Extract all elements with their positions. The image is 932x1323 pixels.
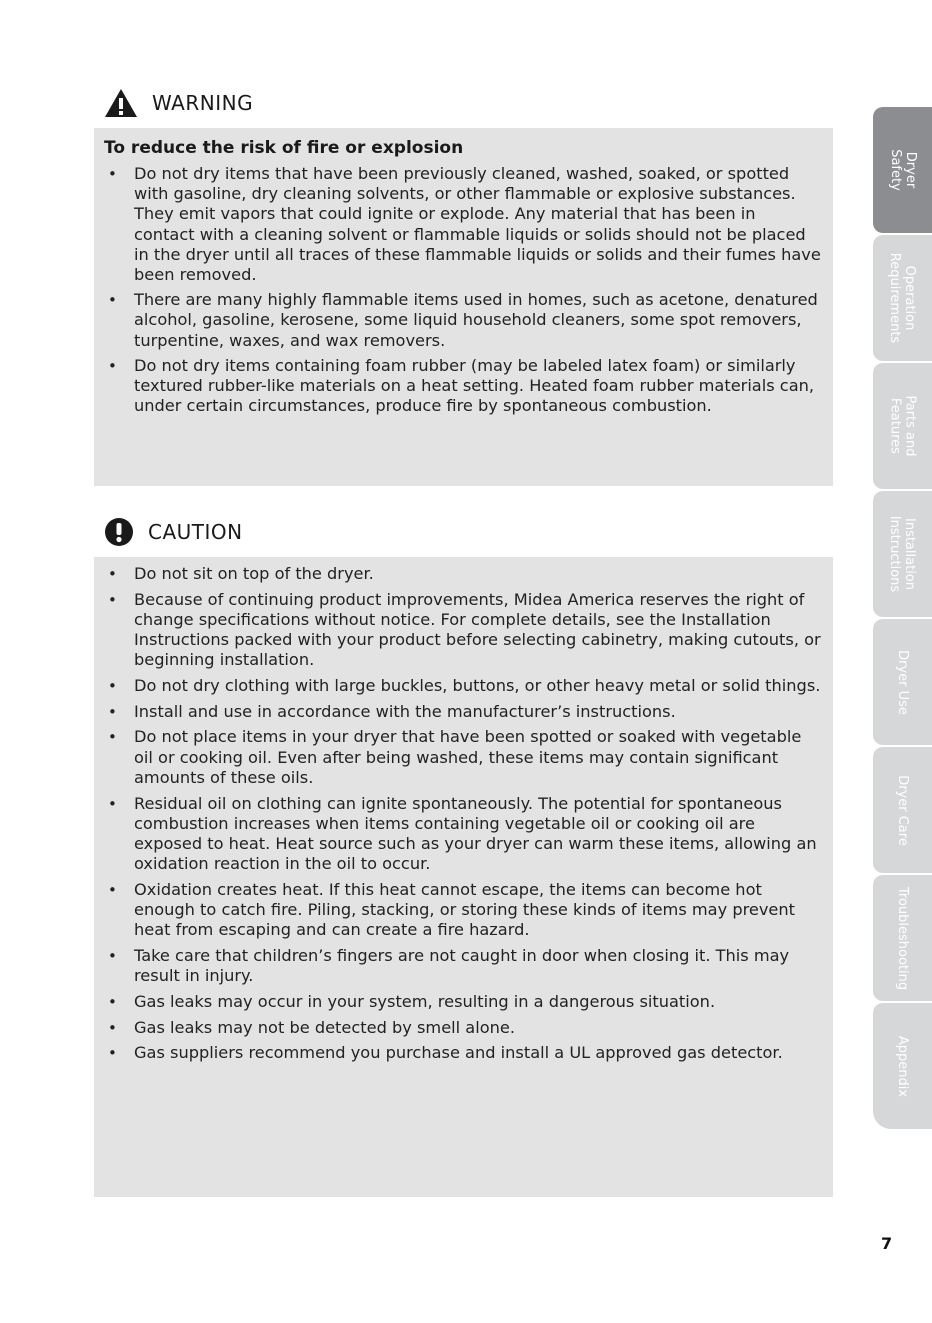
warning-subtitle: To reduce the risk of fire or explosion — [104, 138, 464, 158]
tab-troubleshooting[interactable]: Troubleshooting — [873, 875, 932, 1001]
list-item: • Gas leaks may not be detected by smell alone. — [108, 1017, 515, 1037]
warning-heading: WARNING — [152, 91, 254, 115]
tab-dryer-safety[interactable]: Dryer Safety — [873, 107, 932, 233]
warning-triangle-icon — [104, 88, 138, 118]
list-item: • Residual oil on clothing can ignite spontaneously. The potential for spontaneous combustion increases when items containing vegetable oil or cooking oil are exposed to heat. Heat source such as your dryer can warm these items, allowing an oxidation reaction in the oil to occur. — [108, 793, 817, 874]
caution-list — [104, 564, 821, 1063]
tab-dryer-care[interactable]: Dryer Care — [873, 747, 932, 873]
list-item: • Do not dry clothing with large buckles, buttons, or other heavy metal or solid things. — [108, 676, 821, 696]
warning-box — [94, 128, 833, 486]
list-item: • Because of continuing product improvements, Midea America reserves the right of change specifications without notice. For complete details, see the Installation Instructions packed with your product before selecting cabinetry, making cutouts, or beginning installation. — [108, 589, 821, 670]
list-item: • Install and use in accordance with the manufacturer’s instructions. — [108, 701, 676, 721]
list-item: • Oxidation creates heat. If this heat cannot escape, the items can become hot enough to catch fire. Piling, stacking, or storing these kinds of items may prevent heat from escaping and can create a fire hazard. — [108, 879, 795, 940]
list-item: • Do not dry items that have been previously cleaned, washed, soaked, or spotted with gasoline, dry cleaning solvents, or other flammable or explosive substances. They emit vapors that could ignite or explode. Any material that has been in contact with a cleaning solvent or flammable liquids or solids should not be placed in the dryer until all traces of these flammable liquids or solids and their fumes have been removed. — [108, 164, 821, 285]
caution-box — [94, 557, 833, 1197]
list-item: • Do not dry items containing foam rubber (may be labeled latex foam) or similarly textured rubber-like materials on a heat setting. Heated foam rubber materials can, under certain circumstances, produce fire by spontaneous combustion. — [108, 355, 815, 416]
caution-heading: CAUTION — [148, 520, 243, 544]
exclamation-circle-icon — [104, 517, 134, 547]
list-item: • Take care that children’s fingers are not caught in door when closing it. This may result in injury. — [108, 945, 790, 986]
tab-parts-and-features[interactable]: Parts and Features — [873, 363, 932, 489]
tab-installation-instructions[interactable]: Installation Instructions — [873, 491, 932, 617]
list-item: • Gas leaks may occur in your system, resulting in a dangerous situation. — [108, 991, 716, 1011]
warning-list — [104, 164, 821, 416]
tab-dryer-use[interactable]: Dryer Use — [873, 619, 932, 745]
warning-header — [104, 88, 253, 118]
side-tab-nav — [873, 107, 932, 1131]
tab-appendix[interactable]: Appendix — [873, 1003, 932, 1129]
list-item: • There are many highly flammable items used in homes, such as acetone, denatured alcohol, gasoline, kerosene, some liquid household cleaners, some spot removers, turpentine, waxes, and wax removers. — [108, 290, 818, 350]
list-item: • Do not place items in your dryer that have been spotted or soaked with vegetable oil or cooking oil. Even after being washed, these items may contain significant amounts of these oils. — [108, 727, 802, 787]
list-item: • Do not sit on top of the dryer. — [108, 564, 374, 583]
caution-header — [104, 517, 243, 547]
page-number: 7 — [881, 1234, 893, 1253]
list-item: • Gas suppliers recommend you purchase and install a UL approved gas detector. — [108, 1043, 783, 1063]
tab-operation-requirements[interactable]: Operation Requirements — [873, 235, 932, 361]
